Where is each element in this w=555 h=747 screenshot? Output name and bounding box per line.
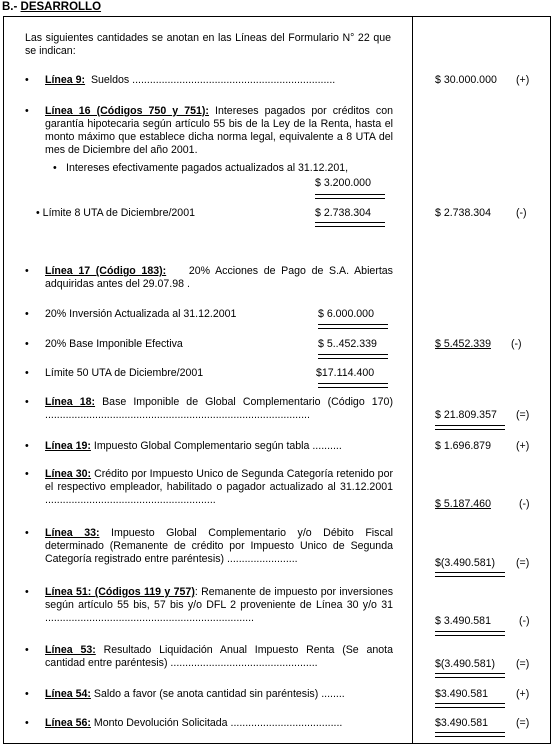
bullet: • xyxy=(53,162,57,174)
line-53-sign: (=) xyxy=(516,658,530,670)
line-16-limit-label: • Límite 8 UTA de Diciembre/2001 xyxy=(36,207,195,219)
intro-text: Las siguientes cantidades se anotan en las Líneas del Formulario N° 22 que se indican: xyxy=(25,32,391,57)
bullet: • xyxy=(25,468,29,480)
line-30-description: Línea 30: Crédito por Impuesto Unico de Segunda Categoría retenido por el respectivo empleador, habilitado o pagador actualizado al 31.12.2001 .......................................................... xyxy=(45,468,393,506)
bullet: • xyxy=(25,717,29,729)
bullet: • xyxy=(25,396,29,408)
line-51-amount: $ 3.490.581 xyxy=(435,615,491,627)
investment-amount: $ 6.000.000 xyxy=(318,308,374,320)
line-9-sign: (+) xyxy=(516,74,530,86)
double-underline xyxy=(315,222,385,227)
double-underline xyxy=(435,673,505,678)
line-17-description: Línea 17 (Código 183): 20% Acciones de Pago de S.A. Abiertas adquiridas antes del 29.07.98 . xyxy=(45,265,393,290)
line-53-amount: $(3.490.581) xyxy=(435,658,496,670)
bullet: • xyxy=(25,367,29,379)
line-9-description: Línea 9: Sueldos ..................................................................... xyxy=(45,74,336,86)
line-30-amount: $ 5.187.460 xyxy=(435,498,491,510)
line-33-description: Línea 33: Impuesto Global Complementario y/o Débito Fiscal determinado (Remanente de crédito por Impuesto Unico de Segunda Categoría registrado entre paréntesis) ........................ xyxy=(45,527,393,565)
double-underline xyxy=(318,324,388,329)
line-16-description: Línea 16 (Códigos 750 y 751): Intereses pagados por créditos con garantía hipotecaria según artículo 55 bis de la Ley de la Renta, hasta el monto máximo que establece dicha norma legal, equivalente a 8 UTA del mes de Diciembre del año 2001. xyxy=(45,105,393,156)
bullet: • xyxy=(25,308,29,320)
line-17-amount: $ 5.452.339 xyxy=(435,338,491,350)
bullet: • xyxy=(25,644,29,656)
double-underline xyxy=(435,631,505,636)
bullet: • xyxy=(25,74,29,86)
line-30-sign: (-) xyxy=(519,498,530,510)
line-19-amount: $ 1.696.879 xyxy=(435,440,491,452)
line-18-description: Línea 18: Base Imponible de Global Complementario (Código 170) .......................................................................................... xyxy=(45,396,393,421)
base-amount: $ 5..452.339 xyxy=(318,338,377,350)
line-18-sign: (=) xyxy=(516,409,530,421)
bullet: • xyxy=(25,105,29,117)
line-51-sign: (-) xyxy=(519,615,530,627)
line-51-description: Línea 51: (Códigos 119 y 757): Remanente de impuesto por inversiones según artículo 55 bis, 57 bis y/o DFL 2 proveniente de Línea 30 y/o 31 ....................................................................... xyxy=(45,586,393,624)
double-underline xyxy=(435,572,505,577)
section-heading: B.- DESARROLLO xyxy=(2,1,102,13)
column-divider xyxy=(412,16,413,744)
line-16-interest-paid-label: Intereses efectivamente pagados actualizados al 31.12.201, xyxy=(66,162,349,174)
line-53-description: Línea 53: Resultado Liquidación Anual Impuesto Renta (Se anota cantidad entre paréntesis) .................................................. xyxy=(45,644,393,669)
double-underline xyxy=(435,425,505,430)
line-33-amount: $(3.490.581) xyxy=(435,557,496,569)
line-54-sign: (+) xyxy=(516,688,530,700)
line-19-description: Línea 19: Impuesto Global Complementario según tabla .......... xyxy=(45,440,342,452)
line-56-description: Línea 56: Monto Devolución Solicitada ...................................... xyxy=(45,717,343,729)
line-17-sign: (-) xyxy=(511,338,522,350)
double-underline xyxy=(435,732,505,737)
investment-label: 20% Inversión Actualizada al 31.12.2001 xyxy=(45,308,237,320)
bullet: • xyxy=(25,586,29,598)
line-54-amount: $3.490.581 xyxy=(435,688,489,700)
limit-50-label: Límite 50 UTA de Diciembre/2001 xyxy=(45,367,204,379)
line-54-description: Línea 54: Saldo a favor (se anota cantidad sin paréntesis) ........ xyxy=(45,688,345,700)
limit-50-amount: $17.114.400 xyxy=(316,367,375,379)
line-56-sign: (=) xyxy=(516,717,530,729)
base-label: 20% Base Imponible Efectiva xyxy=(45,338,183,350)
bullet: • xyxy=(25,338,29,350)
double-underline xyxy=(315,194,385,199)
line-19-sign: (+) xyxy=(516,440,530,452)
line-18-amount: $ 21.809.357 xyxy=(435,409,497,421)
line-16-limit-amount: $ 2.738.304 xyxy=(315,207,371,219)
line-56-amount: $3.490.581 xyxy=(435,717,489,729)
bullet: • xyxy=(25,440,29,452)
line-9-amount: $ 30.000.000 xyxy=(435,74,497,86)
bullet: • xyxy=(25,265,29,277)
line-33-sign: (=) xyxy=(516,557,530,569)
line-16-interest-paid-amount: $ 3.200.000 xyxy=(315,177,371,189)
line-16-sign: (-) xyxy=(516,207,527,219)
double-underline xyxy=(318,383,388,388)
double-underline xyxy=(318,354,388,359)
line-16-amount: $ 2.738.304 xyxy=(435,207,491,219)
double-underline xyxy=(435,703,505,708)
bullet: • xyxy=(25,527,29,539)
bullet: • xyxy=(25,688,29,700)
